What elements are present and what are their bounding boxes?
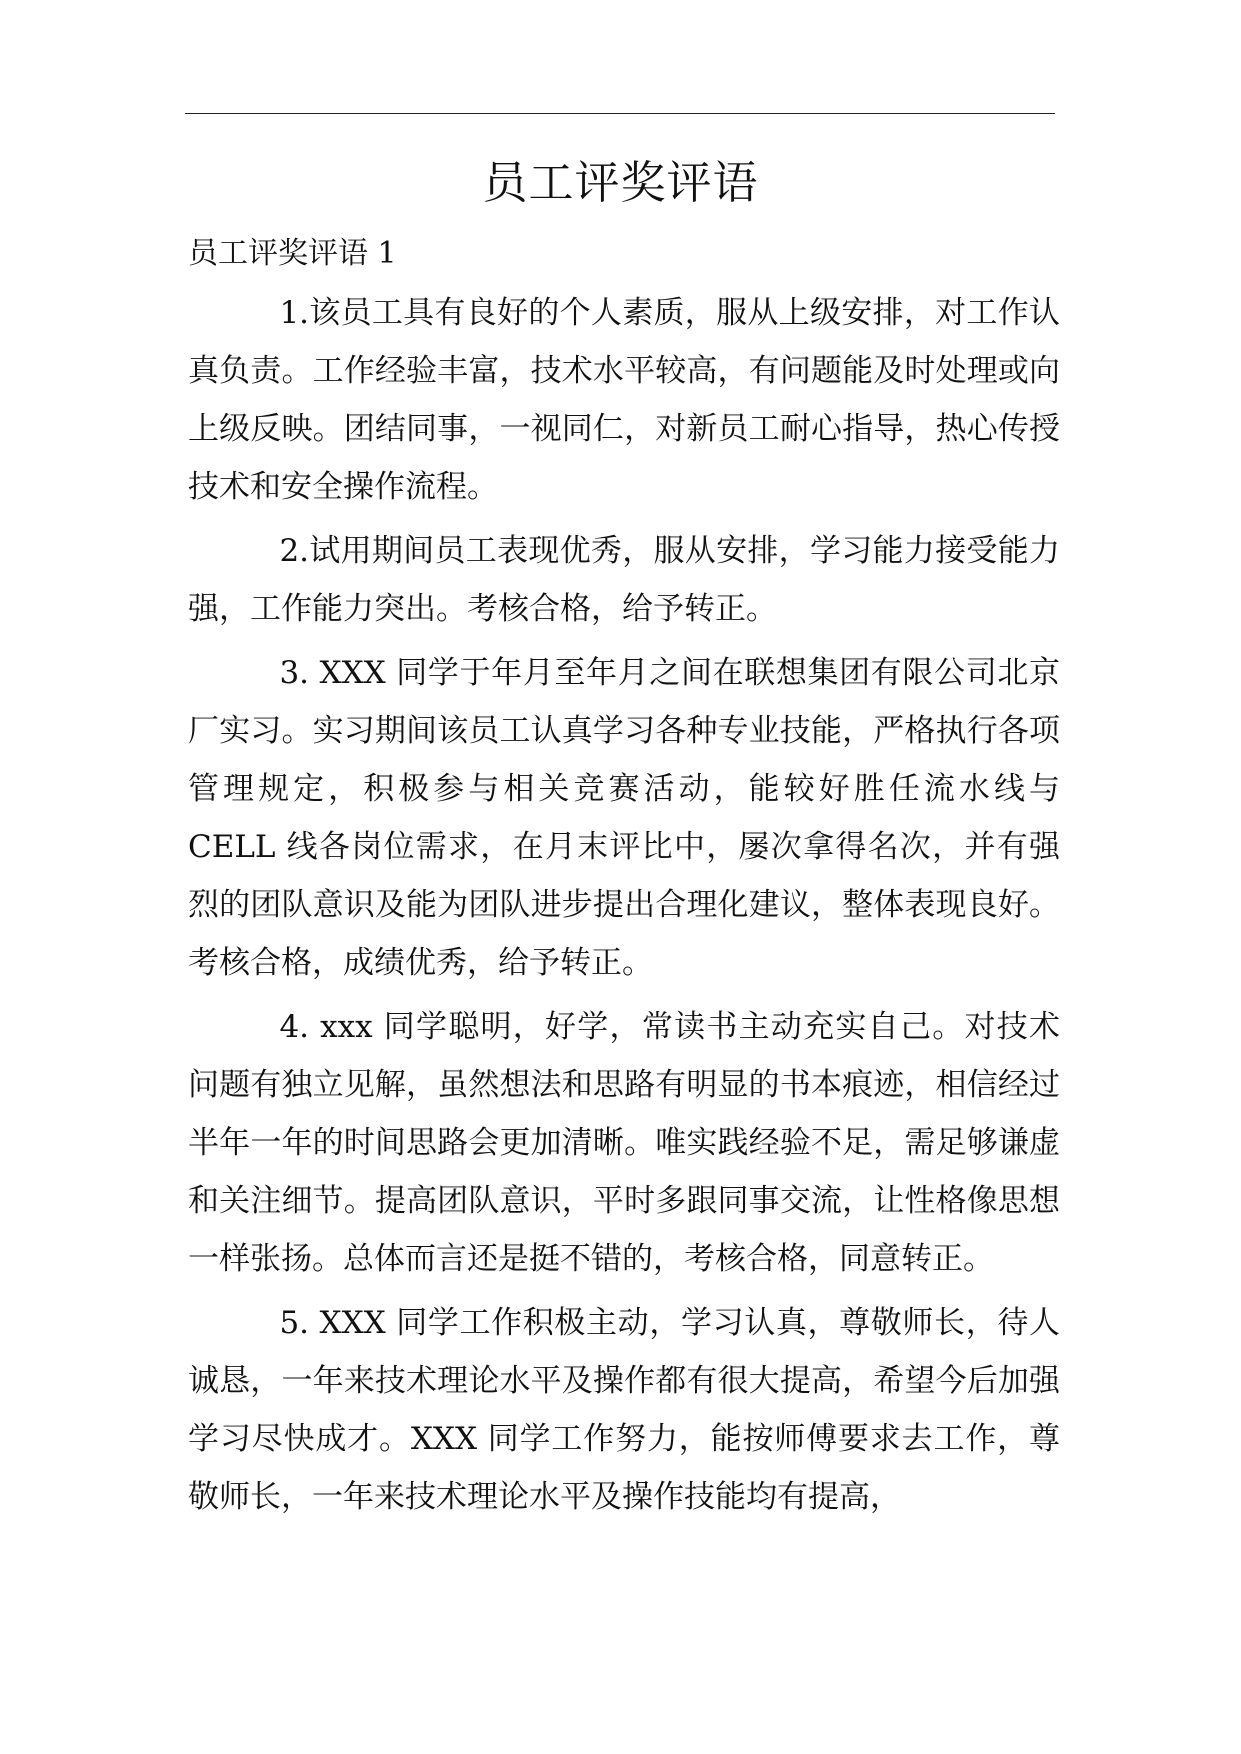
paragraph-1: 1.该员工具有良好的个人素质，服从上级安排，对工作认真负责。工作经验丰富，技术水平较高，有问题能及时处理或向上级反映。团结同事，一视同仁，对新员工耐心指导，热心传授技术和安全操作流程。 <box>188 295 1060 505</box>
section-heading: 员工评奖评语 1 <box>188 236 397 271</box>
paragraph-5: 5. XXX 同学工作积极主动，学习认真，尊敬师长，待人诚恳，一年来技术理论水平及操作都有很大提高，希望今后加强学习尽快成才。XXX 同学工作努力，能按师傅要求去工作，尊敬师长，一年来技术理论水平及操作技能均有提高， <box>188 1305 1060 1515</box>
document-title: 员工评奖评语 <box>482 156 759 209</box>
document-body <box>188 224 1060 1532</box>
header-rule <box>185 113 1055 114</box>
paragraph-4: 4. xxx 同学聪明，好学，常读书主动充实自己。对技术问题有独立见解，虽然想法和思路有明显的书本痕迹，相信经过半年一年的时间思路会更加清晰。唯实践经验不足，需足够谦虚和关注细节。提高团队意识，平时多跟同事交流，让性格像思想一样张扬。总体而言还是挺不错的，考核合格，同意转正。 <box>188 1009 1060 1277</box>
paragraph-2: 2.试用期间员工表现优秀，服从安排，学习能力接受能力强，工作能力突出。考核合格，给予转正。 <box>188 533 1060 627</box>
paragraph-3: 3. XXX 同学于年月至年月之间在联想集团有限公司北京厂实习。实习期间该员工认真学习各种专业技能，严格执行各项管理规定，积极参与相关竞赛活动，能较好胜任流水线与 CELL 线各岗位需求，在月末评比中，屡次拿得名次，并有强烈的团队意识及能为团队进步提出合理化建议，整体表现良好。考核合格，成绩优秀，给予转正。 <box>188 655 1060 981</box>
